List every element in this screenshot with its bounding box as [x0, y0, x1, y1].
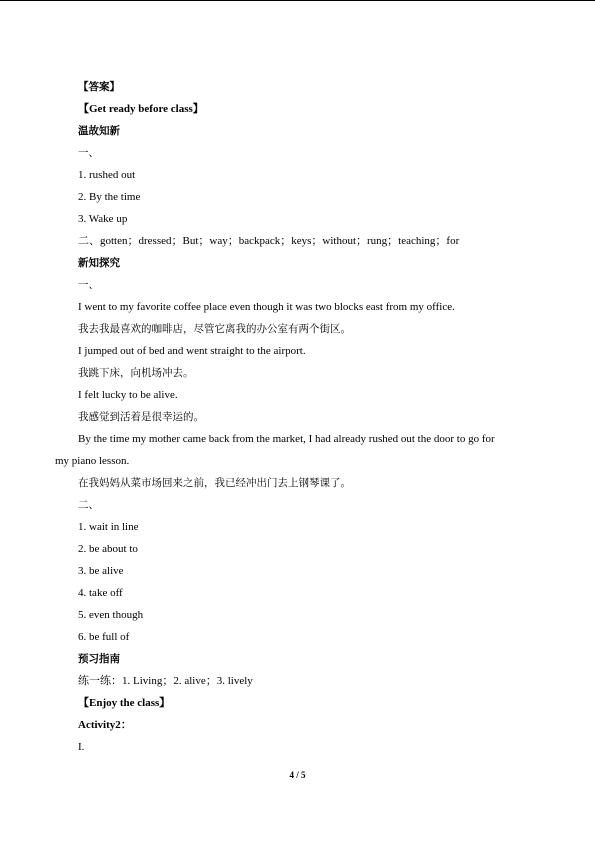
sentence-chinese: 我跳下床，向机场冲去。 [78, 367, 194, 379]
part-label-one: 一、 [78, 279, 99, 291]
practice-answers: 练一练：1. Living；2. alive；3. lively [78, 675, 253, 687]
phrase-item: 1. wait in line [78, 521, 139, 533]
phrase-item: 2. be about to [78, 543, 138, 555]
sentence-english: I went to my favorite coffee place even though it was two blocks east from my office. [78, 301, 455, 313]
header-rule [0, 0, 595, 1]
section-heading-get-ready: 【Get ready before class】 [78, 103, 204, 115]
phrase-item: 5. even though [78, 609, 144, 621]
sentence-chinese: 在我妈妈从菜市场回来之前，我已经冲出门去上钢琴课了。 [78, 477, 351, 489]
phrase-item: 3. be alive [78, 565, 124, 577]
roman-numeral-label: I. [78, 741, 85, 753]
activity-label: Activity2： [78, 719, 132, 731]
phrase-item: 6. be full of [78, 631, 130, 643]
phrase-item: 4. take off [78, 587, 123, 599]
part-label-two: 二、 [78, 499, 99, 511]
sentence-english: I jumped out of bed and went straight to the airport. [78, 345, 306, 357]
answer-item: 2. By the time [78, 191, 141, 203]
section-heading-answers: 【答案】 [78, 81, 120, 93]
subheading-preview-guide: 预习指南 [78, 653, 120, 665]
part-label-one: 一、 [78, 147, 99, 159]
answer-item: 3. Wake up [78, 213, 128, 225]
subheading-new-knowledge: 新知探究 [78, 257, 120, 269]
answer-item: 1. rushed out [78, 169, 136, 181]
sentence-chinese: 我感觉到活着是很幸运的。 [78, 411, 204, 423]
page-number: 4 / 5 [289, 770, 306, 780]
sentence-chinese: 我去我最喜欢的咖啡店，尽管它离我的办公室有两个街区。 [78, 323, 351, 335]
subheading-review: 温故知新 [78, 125, 120, 137]
sentence-english-continued: my piano lesson. [55, 455, 130, 467]
answer-list-part-two: 二、gotten；dressed；But；way；backpack；keys；without；rung；teaching；for [78, 235, 460, 247]
section-heading-enjoy-class: 【Enjoy the class】 [78, 697, 171, 709]
sentence-english: By the time my mother came back from the market, I had already rushed out the door to go for [78, 433, 495, 445]
sentence-english: I felt lucky to be alive. [78, 389, 178, 401]
